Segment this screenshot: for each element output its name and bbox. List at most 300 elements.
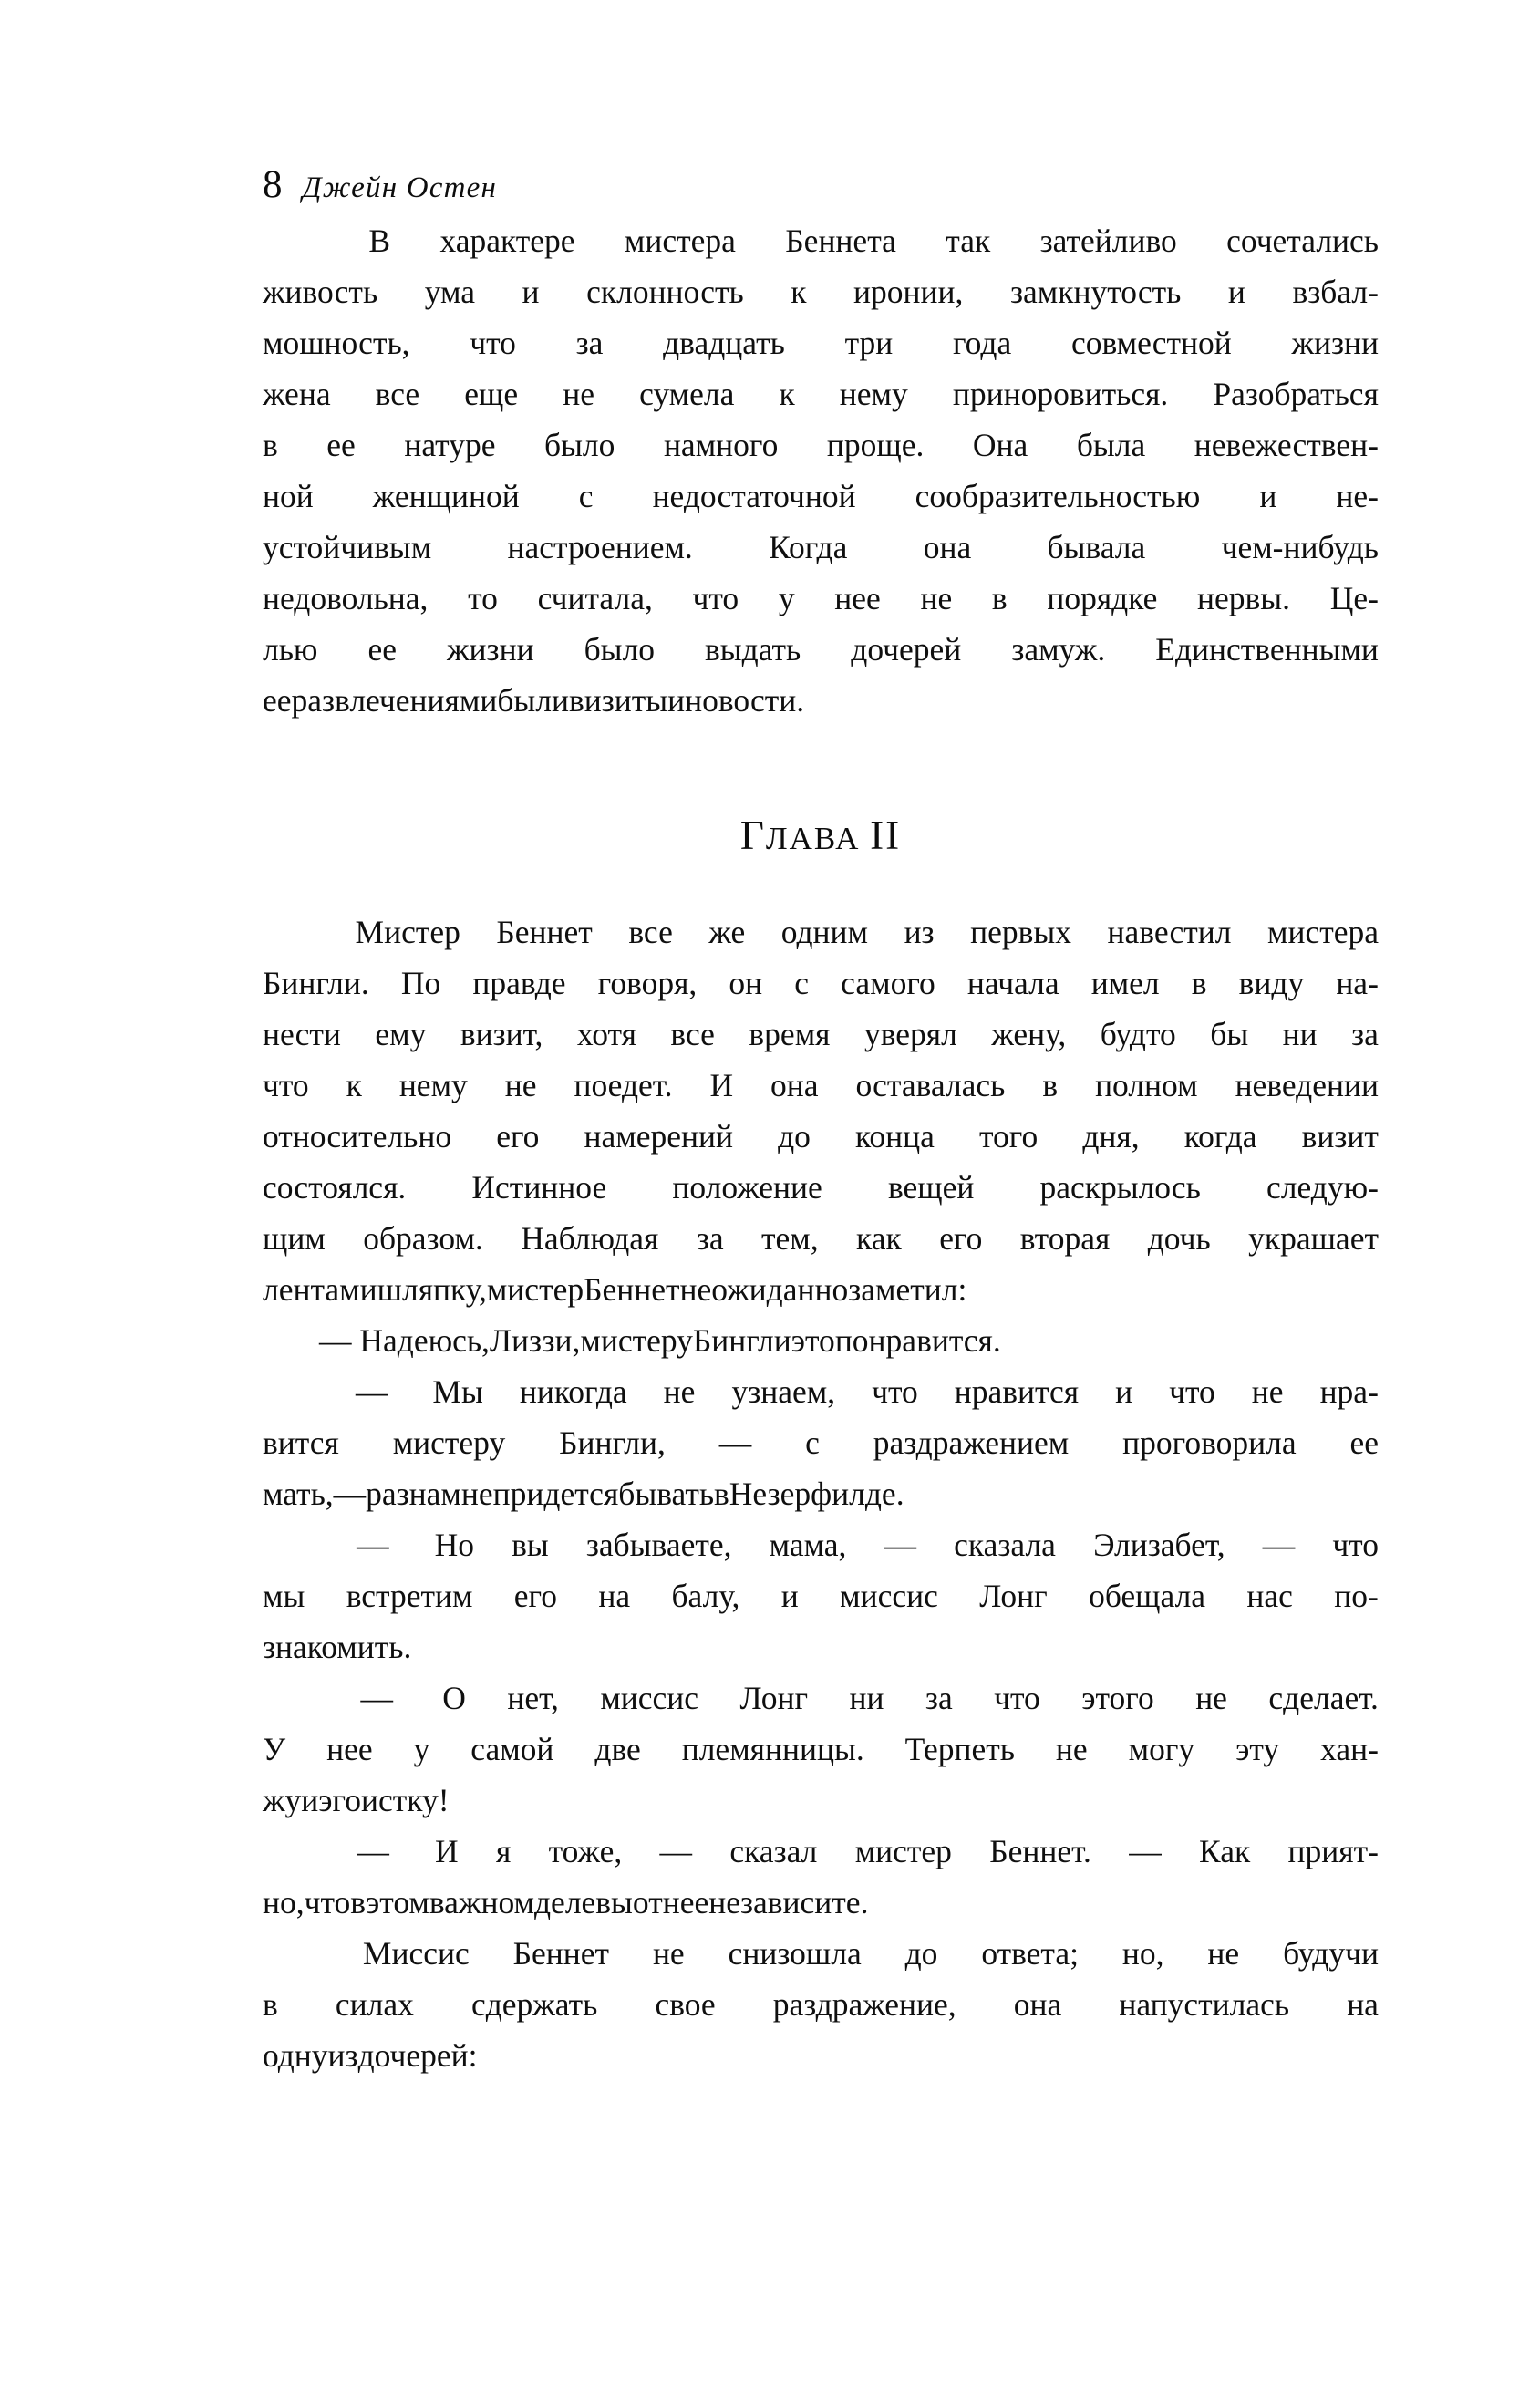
word: проще.: [826, 427, 925, 463]
text-line: [263, 573, 1379, 624]
word: —: [356, 1373, 388, 1410]
word: заметил:: [848, 1271, 967, 1308]
word: начала: [966, 965, 1059, 1001]
word: раскрылось: [1039, 1169, 1201, 1206]
text-line: [263, 1264, 1379, 1315]
word: лью: [263, 631, 318, 668]
word: чем-нибудь: [1221, 529, 1379, 565]
word: прият-: [1287, 1833, 1379, 1869]
chapter-heading-word: ЛАВА: [765, 821, 861, 856]
word: женщиной: [372, 478, 520, 514]
word: на: [1347, 1986, 1379, 2023]
word: и: [1115, 1373, 1133, 1410]
word: время: [749, 1016, 831, 1052]
text-line: [263, 1213, 1379, 1264]
paragraph: [263, 215, 1379, 726]
word: сочетались: [1226, 223, 1379, 259]
word: года: [952, 325, 1012, 361]
word: Но: [426, 1527, 474, 1563]
text-line: [263, 368, 1379, 419]
word: нравится: [954, 1373, 1080, 1410]
paragraph: [263, 1928, 1379, 2081]
word: Бингли,: [559, 1424, 666, 1461]
text-line: [263, 1315, 1379, 1366]
text-line: [263, 958, 1379, 1009]
word: бы: [1210, 1016, 1249, 1052]
word: когда: [1183, 1118, 1257, 1155]
text-line: [263, 1570, 1379, 1621]
word: нее: [662, 1884, 709, 1921]
word: Беннета: [785, 223, 896, 259]
word: снизошла: [728, 1935, 862, 1972]
word: —: [718, 1424, 752, 1461]
word: мистер: [854, 1833, 952, 1869]
text-line: [263, 1468, 1379, 1519]
word: раздражение,: [772, 1986, 956, 2023]
chapter-heading: [263, 812, 1379, 859]
word: имел: [1090, 965, 1160, 1001]
word: не: [652, 1935, 685, 1972]
text-line: [263, 906, 1379, 958]
word: конца: [854, 1118, 935, 1155]
word: ее: [367, 631, 397, 668]
word: что: [470, 325, 516, 361]
word: его: [939, 1220, 983, 1257]
word: дочерей: [851, 631, 962, 668]
word: две: [594, 1731, 641, 1767]
word: По: [400, 965, 441, 1001]
word: оставалась: [855, 1067, 1006, 1103]
word: намного: [663, 427, 779, 463]
word: но,: [1121, 1935, 1164, 1972]
word: были: [497, 682, 569, 719]
word: никогда: [519, 1373, 627, 1410]
word: до: [904, 1935, 938, 1972]
word: —: [360, 1680, 393, 1716]
word: Элизабет,: [1093, 1527, 1225, 1563]
word: вы: [512, 1527, 549, 1563]
word: полном: [1095, 1067, 1198, 1103]
word: этого: [1081, 1680, 1154, 1716]
word: устойчивым: [263, 529, 432, 565]
word: могу: [1128, 1731, 1195, 1767]
word: дочь: [1147, 1220, 1211, 1257]
word: не: [504, 1067, 537, 1103]
text-line: [263, 1162, 1379, 1213]
word: Це-: [1329, 580, 1379, 616]
word: зависите.: [740, 1884, 869, 1921]
word: ни: [1282, 1016, 1318, 1052]
word: встретим: [346, 1578, 473, 1614]
word: из: [904, 914, 935, 950]
word: иронии,: [853, 274, 964, 310]
text-line: [263, 266, 1379, 317]
word: недовольна,: [263, 580, 429, 616]
word: поедет.: [574, 1067, 673, 1103]
text-line: [263, 675, 1379, 726]
word: это: [791, 1322, 835, 1359]
word: она: [923, 529, 972, 565]
word: И: [427, 1833, 459, 1869]
word: неведении: [1235, 1067, 1379, 1103]
word: племянницы.: [681, 1731, 864, 1767]
word: вещей: [887, 1169, 975, 1206]
word: Разобраться: [1213, 376, 1379, 412]
word: нервы.: [1197, 580, 1291, 616]
word: в: [714, 1476, 729, 1512]
word: вторая: [1019, 1220, 1111, 1257]
word: И: [709, 1067, 734, 1103]
word: ни: [849, 1680, 884, 1716]
word: сказала: [954, 1527, 1056, 1563]
word: дня,: [1082, 1118, 1140, 1155]
word: было: [544, 427, 615, 463]
word: первых: [970, 914, 1071, 950]
word: считала,: [537, 580, 653, 616]
word: вы: [595, 1884, 633, 1921]
word: визит,: [460, 1016, 543, 1052]
paragraph: [263, 1519, 1379, 1672]
word: нра-: [1319, 1373, 1379, 1410]
word: сумела: [639, 376, 735, 412]
word: Бингли: [692, 1322, 791, 1359]
word: эгоистку!: [318, 1782, 450, 1818]
word: деле: [534, 1884, 596, 1921]
word: нет,: [507, 1680, 559, 1716]
word: что: [263, 1067, 309, 1103]
word: —: [884, 1527, 917, 1563]
word: сказал: [729, 1833, 818, 1869]
word: мошность,: [263, 325, 410, 361]
word: его: [513, 1578, 557, 1614]
text-line: [263, 1366, 1379, 1417]
word: эту: [1235, 1731, 1280, 1767]
word: ее: [326, 427, 356, 463]
text-line: [263, 1979, 1379, 2030]
word: раз: [366, 1476, 409, 1512]
word: я: [495, 1833, 512, 1869]
word: неожиданно: [679, 1271, 849, 1308]
chapter-heading-numeral: II: [870, 813, 902, 858]
word: в: [1191, 965, 1207, 1001]
word: живость: [263, 274, 378, 310]
word: придется: [492, 1476, 619, 1512]
word: навестил: [1107, 914, 1232, 950]
word: Мы: [424, 1373, 483, 1410]
word: понравится.: [834, 1322, 1001, 1359]
word: он: [729, 965, 763, 1001]
word: мама,: [769, 1527, 847, 1563]
paragraph: [263, 1315, 1379, 1366]
word: с: [805, 1424, 820, 1461]
word: что: [994, 1680, 1040, 1716]
word: ума: [424, 274, 475, 310]
word: совместной: [1070, 325, 1232, 361]
chapter-heading-initial: Г: [739, 813, 766, 858]
word: визиты: [568, 682, 668, 719]
word: порядке: [1047, 580, 1158, 616]
word: нему: [839, 376, 908, 412]
word: была: [1076, 427, 1146, 463]
word: и: [522, 274, 540, 310]
word: хан-: [1320, 1731, 1379, 1767]
word: жена: [263, 376, 331, 412]
word: —: [357, 1833, 389, 1869]
word: украшает: [1248, 1220, 1379, 1257]
word: будто: [1100, 1016, 1176, 1052]
word: и: [780, 1578, 799, 1614]
text-line: [263, 215, 1379, 266]
word: затейливо: [1039, 223, 1177, 259]
word: мистеру: [580, 1322, 693, 1359]
word: следую-: [1266, 1169, 1379, 1206]
word: нести: [263, 1016, 341, 1052]
word: все: [628, 914, 673, 950]
word: Беннет: [496, 914, 593, 950]
word: склонность: [586, 274, 744, 310]
word: у: [778, 580, 795, 616]
word: Как: [1199, 1833, 1251, 1869]
word: напустилась: [1119, 1986, 1290, 2023]
word: на: [598, 1578, 631, 1614]
word: она: [770, 1067, 819, 1103]
word: сдержать: [470, 1986, 598, 2023]
word: его: [496, 1118, 540, 1155]
word: все: [670, 1016, 715, 1052]
word: еще: [464, 376, 519, 412]
running-head-author: Джейн Остен: [302, 171, 498, 204]
word: в: [991, 580, 1008, 616]
word: за: [696, 1220, 724, 1257]
word: Беннет: [512, 1935, 610, 1972]
word: за: [1351, 1016, 1379, 1052]
word: одним: [780, 914, 869, 950]
word: двадцать: [663, 325, 785, 361]
word: от: [632, 1884, 663, 1921]
text-line: [263, 1621, 1379, 1672]
word: с: [578, 478, 594, 514]
text-line: [263, 522, 1379, 573]
word: —: [333, 1476, 367, 1512]
word: миссис: [600, 1680, 699, 1716]
word: Она: [972, 427, 1028, 463]
word: положение: [672, 1169, 822, 1206]
word: за: [575, 325, 604, 361]
word: этом: [366, 1884, 429, 1921]
word: и: [1259, 478, 1277, 514]
word: мистер: [486, 1271, 584, 1308]
word: не: [1251, 1373, 1284, 1410]
word: новости.: [685, 682, 805, 719]
word: уверял: [863, 1016, 957, 1052]
word: У: [263, 1731, 286, 1767]
word: раздражением: [873, 1424, 1070, 1461]
word: до: [778, 1118, 811, 1155]
word: что: [1169, 1373, 1215, 1410]
page-number: 8: [263, 163, 283, 206]
word: ной: [263, 478, 314, 514]
text-line: [263, 1009, 1379, 1060]
text-line: [263, 2030, 1379, 2081]
word: говоря,: [597, 965, 698, 1001]
word: в: [263, 427, 278, 463]
word: будучи: [1283, 1935, 1379, 1972]
word: не: [563, 376, 594, 412]
word: замкнутость: [1009, 274, 1182, 310]
word: но,: [263, 1884, 305, 1921]
word: Единственными: [1155, 631, 1379, 668]
text-line: [263, 1724, 1379, 1775]
text-line: [263, 1826, 1379, 1877]
word: Бингли.: [263, 965, 369, 1001]
word: так: [946, 223, 991, 259]
word: щим: [263, 1220, 326, 1257]
word: и: [667, 682, 686, 719]
word: самой: [470, 1731, 554, 1767]
word: не: [920, 580, 953, 616]
word: знакомить.: [263, 1629, 412, 1665]
word: же: [708, 914, 746, 950]
word: мистера: [624, 223, 736, 259]
word: жизни: [1291, 325, 1379, 361]
word: О: [434, 1680, 466, 1716]
word: все: [375, 376, 420, 412]
word: на-: [1336, 965, 1379, 1001]
word: Терпеть: [904, 1731, 1015, 1767]
paragraph-group-before-chapter: [263, 215, 1379, 726]
word: сообразительностью: [915, 478, 1201, 514]
word: в: [1042, 1067, 1059, 1103]
word: того: [979, 1118, 1039, 1155]
text-line: [263, 1928, 1379, 1979]
word: развлечениями: [291, 682, 498, 719]
word: тоже,: [548, 1833, 623, 1869]
word: мистера: [1267, 914, 1379, 950]
word: приноровиться.: [952, 376, 1169, 412]
word: миссис: [840, 1578, 938, 1614]
word: визит: [1301, 1118, 1379, 1155]
word: Наблюдая: [521, 1220, 659, 1257]
word: мать,: [263, 1476, 334, 1512]
word: лентами: [263, 1271, 377, 1308]
word: не: [1055, 1731, 1088, 1767]
word: состоялся.: [263, 1169, 407, 1206]
word: три: [844, 325, 894, 361]
word: жу: [263, 1782, 302, 1818]
word: Истинное: [471, 1169, 607, 1206]
word: в: [263, 1986, 278, 2023]
text-line: [263, 1672, 1379, 1724]
word: бывала: [1047, 529, 1146, 565]
paragraph-group-after-chapter: [263, 906, 1379, 2081]
word: к: [346, 1067, 362, 1103]
word: относительно: [263, 1118, 452, 1155]
word: нас: [1246, 1578, 1293, 1614]
word: Лиззи,: [489, 1322, 581, 1359]
word: из: [327, 2037, 358, 2074]
word: шляпку,: [377, 1271, 487, 1308]
word: проговорила: [1122, 1424, 1297, 1461]
word: ее: [263, 682, 292, 719]
word: —: [1129, 1833, 1162, 1869]
word: ему: [375, 1016, 427, 1052]
word: балу,: [671, 1578, 740, 1614]
word: невежествен-: [1194, 427, 1379, 463]
word: взбал-: [1292, 274, 1379, 310]
word: по-: [1334, 1578, 1379, 1614]
word: —: [1262, 1527, 1296, 1563]
word: —: [319, 1322, 352, 1359]
word: Беннет: [584, 1271, 680, 1308]
word: не: [708, 1884, 740, 1921]
text-line: [263, 1775, 1379, 1826]
word: натуре: [404, 427, 496, 463]
word: Лонг: [979, 1578, 1048, 1614]
word: ответа;: [981, 1935, 1080, 1972]
word: нее: [834, 580, 881, 616]
word: виду: [1238, 965, 1305, 1001]
word: настроением.: [507, 529, 693, 565]
running-head: [263, 162, 1379, 215]
word: жену,: [991, 1016, 1067, 1052]
word: недостаточной: [652, 478, 856, 514]
word: не: [663, 1373, 696, 1410]
word: жизни: [447, 631, 534, 668]
word: силах: [335, 1986, 414, 2023]
word: то: [468, 580, 498, 616]
word: важном: [429, 1884, 534, 1921]
word: дочерей:: [357, 2037, 478, 2074]
word: —: [357, 1527, 389, 1563]
word: тем,: [761, 1220, 819, 1257]
word: Лонг: [739, 1680, 809, 1716]
word: Миссис: [362, 1935, 470, 1972]
word: свое: [655, 1986, 716, 2023]
word: бывать: [618, 1476, 715, 1512]
word: как: [856, 1220, 902, 1257]
word: образом.: [363, 1220, 483, 1257]
text-line: [263, 624, 1379, 675]
text-line: [263, 1417, 1379, 1468]
word: что: [304, 1884, 351, 1921]
word: характере: [439, 223, 575, 259]
word: у: [413, 1731, 430, 1767]
word: обещала: [1089, 1578, 1206, 1614]
text-line: [263, 471, 1379, 522]
word: сделает.: [1268, 1680, 1379, 1716]
word: выдать: [705, 631, 801, 668]
word: что: [1332, 1527, 1379, 1563]
word: Незерфилде.: [729, 1476, 904, 1512]
text-line: [263, 1519, 1379, 1570]
word: не: [1207, 1935, 1240, 1972]
word: правде: [472, 965, 566, 1001]
word: нее: [326, 1731, 373, 1767]
word: намерений: [584, 1118, 733, 1155]
paragraph: [263, 906, 1379, 1315]
word: Надеюсь,: [351, 1322, 490, 1359]
word: мы: [263, 1578, 305, 1614]
text-line: [263, 1060, 1379, 1111]
paragraph: [263, 1366, 1379, 1519]
word: —: [659, 1833, 693, 1869]
word: в: [350, 1884, 367, 1921]
word: не: [460, 1476, 493, 1512]
word: к: [779, 376, 795, 412]
word: не: [1195, 1680, 1227, 1716]
word: было: [584, 631, 655, 668]
text-line: [263, 1877, 1379, 1928]
